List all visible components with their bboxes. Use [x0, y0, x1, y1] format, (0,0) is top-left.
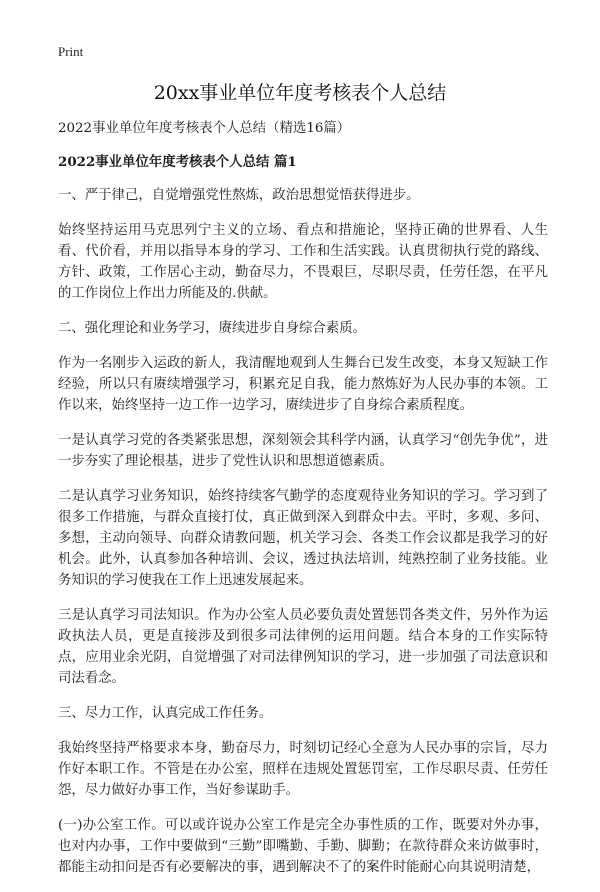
document-subtitle: 2022事业单位年度考核表个人总结（精选16篇） — [58, 121, 351, 136]
paragraph: 始终坚持运用马克思列宁主义的立场、看点和措施论，坚持正确的世界看、人生看、代价看，并用以指导本身的学习、工作和生活实践。认真贯彻执行党的路线、方针、政策，工作居心主动，勤奋尽力，不畏艰巨，尽职尽责，任劳任怨，在平凡的工作岗位上作出力所能及的.供献。 — [58, 223, 548, 301]
section-heading: 2022事业单位年度考核表个人总结 篇1 — [58, 154, 297, 170]
paragraph: (一)办公室工作。可以或许说办公室工作是完全办事性质的工作，既要对外办事，也对内办事，工作中要做到“三勤”即嘴勤、手勤、脚勤；在款待群众来访做事时，都能主动扣问是否有必要解决的事，遇到解决不了的案件时能耐心向其说明清楚， — [58, 818, 548, 875]
paragraph: 二、强化理论和业务学习，赓续进步自身综合素质。 — [58, 321, 366, 336]
paragraph: 二是认真学习业务知识，始终持续客气勤学的态度观待业务知识的学习。学习到了很多工作措施，与群众直接打仗，真正做到深入到群众中去。平时，多观、多问、多想，主动向领导、向群众请教问题，机关学习会、各类工作会议都是我学习的好机会。此外，认真参加各种培训、会议，透过执法培训，纯熟控制了业务技能。业务知识的学习使我在工作上迅速发展起来。 — [58, 489, 548, 588]
document-body — [58, 118, 548, 892]
print-label[interactable]: Print — [58, 44, 84, 59]
document-title: 20xx事业单位年度考核表个人总结 — [153, 82, 447, 104]
paragraph: 一是认真学习党的各类紧张思想，深刻领会其科学内涵，认真学习“创先争优”，进一步夯实了理论根基，进步了党性认识和思想道德素质。 — [58, 433, 548, 469]
paragraph: 三是认真学习司法知识。作为办公室人员必要负责处置惩罚各类文件，另外作为运政执法人员，更是直接涉及到很多司法律例的运用问题。结合本身的工作实际特点，应用业余光阴，自觉增强了对司法律例知识的学习，进一步加强了司法意识和司法看念。 — [58, 608, 548, 686]
paragraph: 我始终坚持严格要求本身，勤奋尽力，时刻切记经心全意为人民办事的宗旨，尽力作好本职工作。不管是在办公室，照样在违规处置惩罚室，工作尽职尽责、任劳任怨，尽力做好办事工作，当好参谋助手。 — [58, 741, 548, 798]
paragraph: 作为一名刚步入运政的新人，我清醒地观到人生舞台已发生改变，本身又短缺工作经验，所以只有赓续增强学习，积累充足自我，能力熬炼好为人民办事的本领。工作以来，始终坚持一边工作一边学习，赓续进步了自身综合素质程度。 — [58, 356, 548, 413]
paragraph: 一、严于律己，自觉增强党性熬炼，政治思想觉悟获得进步。 — [58, 188, 420, 203]
paragraph: 三、尽力工作，认真完成工作任务。 — [58, 706, 273, 721]
